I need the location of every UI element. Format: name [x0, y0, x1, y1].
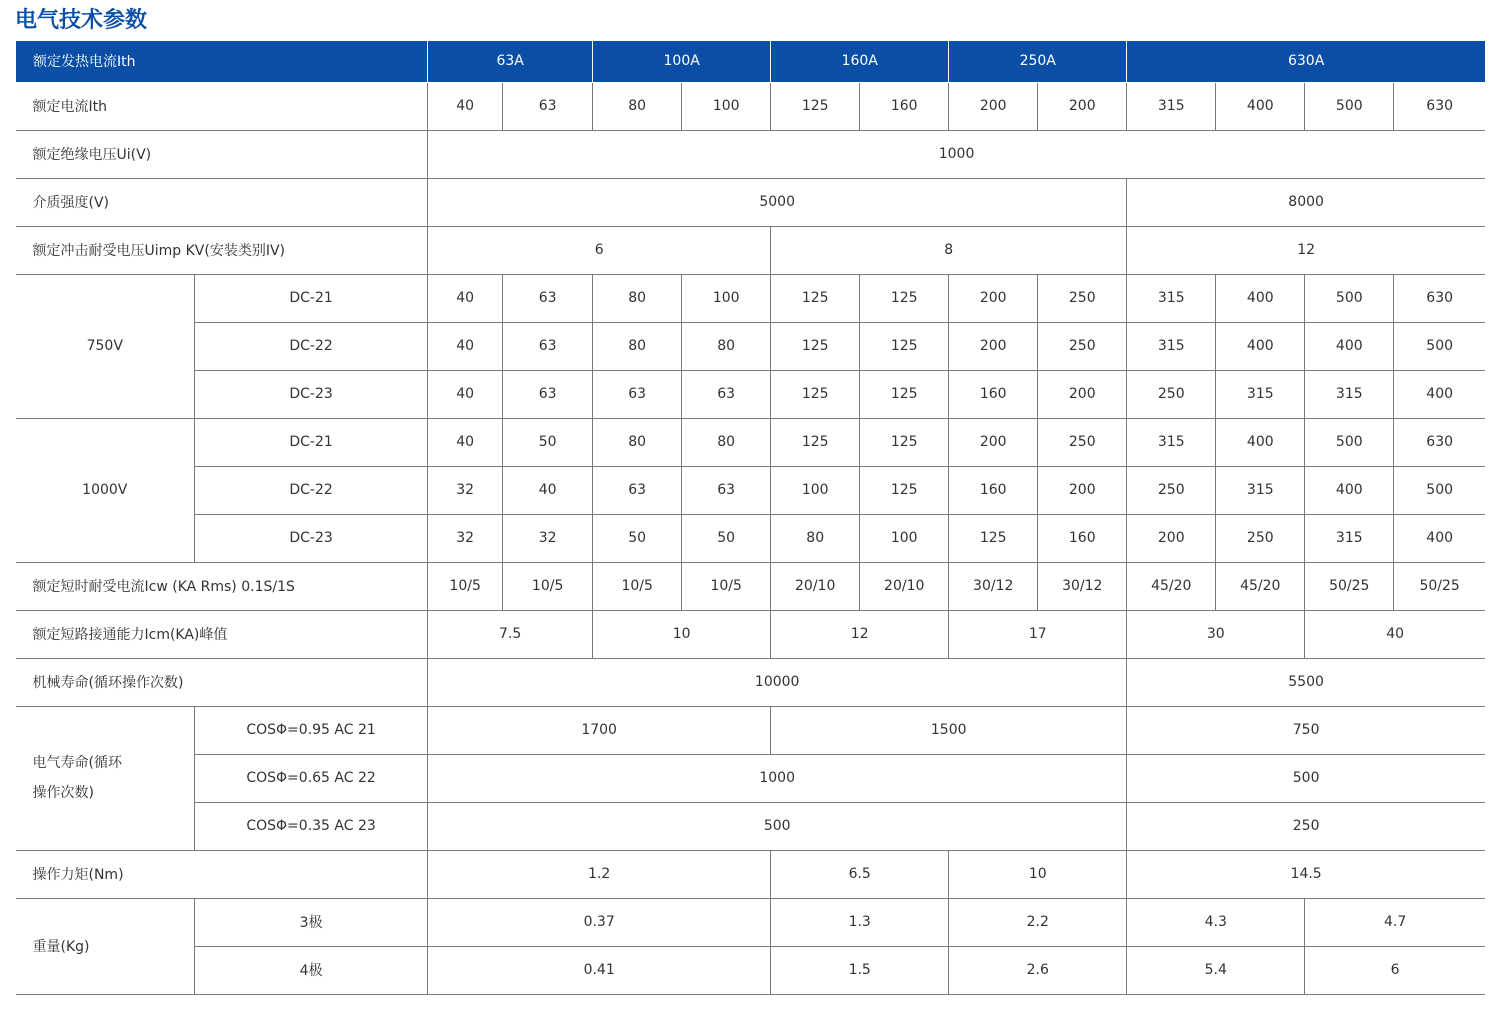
header-group-160a: 160A — [771, 41, 949, 82]
table-cell: 400 — [1216, 322, 1305, 370]
table-cell: 100 — [860, 514, 949, 562]
table-row-1000v-dc23 — [16, 514, 1486, 562]
table-row-insulation-voltage — [16, 130, 1486, 178]
table-cell: 250 — [1127, 802, 1485, 850]
table-cell: 500 — [428, 802, 1127, 850]
row-label-line: 操作次数) — [32, 785, 94, 801]
row-sublabel: DC-23 — [195, 370, 428, 418]
table-cell: 32 — [428, 466, 503, 514]
table-cell: 400 — [1305, 322, 1394, 370]
table-cell: 40 — [1305, 610, 1485, 658]
table-cell: 100 — [771, 466, 860, 514]
table-row-electrical-life-ac22 — [16, 754, 1486, 802]
table-cell: 1.5 — [771, 946, 949, 994]
table-cell: 63 — [682, 370, 771, 418]
row-sublabel: DC-21 — [195, 418, 428, 466]
table-cell: 10 — [593, 610, 771, 658]
row-sublabel: DC-22 — [195, 322, 428, 370]
table-cell: 17 — [949, 610, 1127, 658]
table-cell: 1.2 — [428, 850, 771, 898]
table-row-rated-current — [16, 82, 1486, 130]
table-cell: 7.5 — [428, 610, 593, 658]
table-cell: 315 — [1216, 370, 1305, 418]
table-cell: 160 — [949, 466, 1038, 514]
table-cell: 125 — [860, 466, 949, 514]
table-cell: 30/12 — [949, 562, 1038, 610]
header-group-100a: 100A — [593, 41, 771, 82]
table-cell: 200 — [949, 418, 1038, 466]
table-cell: 40 — [503, 466, 593, 514]
table-cell: 125 — [771, 370, 860, 418]
table-cell: 630 — [1394, 82, 1485, 130]
table-cell: 125 — [771, 322, 860, 370]
table-cell: 14.5 — [1127, 850, 1485, 898]
table-cell: 500 — [1305, 418, 1394, 466]
table-cell: 80 — [593, 274, 682, 322]
table-cell: 500 — [1305, 82, 1394, 130]
row-label: 机械寿命(循环操作次数) — [16, 658, 428, 706]
table-cell: 250 — [1038, 322, 1127, 370]
table-cell: 6 — [1305, 946, 1485, 994]
table-cell: 80 — [593, 418, 682, 466]
table-cell: 20/10 — [860, 562, 949, 610]
table-cell: 1000 — [428, 754, 1127, 802]
row-sublabel: COSΦ=0.65 AC 22 — [195, 754, 428, 802]
row-sublabel: DC-21 — [195, 274, 428, 322]
table-cell: 40 — [428, 82, 503, 130]
table-cell: 40 — [428, 274, 503, 322]
table-cell: 315 — [1127, 322, 1216, 370]
table-cell: 32 — [428, 514, 503, 562]
table-cell: 400 — [1216, 274, 1305, 322]
table-cell: 80 — [682, 418, 771, 466]
table-cell: 630 — [1394, 418, 1485, 466]
table-cell: 750 — [1127, 706, 1485, 754]
table-cell: 125 — [860, 322, 949, 370]
table-row-1000v-dc22 — [16, 466, 1486, 514]
header-group-250a: 250A — [949, 41, 1127, 82]
table-row-short-time-current — [16, 562, 1486, 610]
table-cell: 500 — [1305, 274, 1394, 322]
table-cell: 50 — [682, 514, 771, 562]
table-cell: 250 — [1216, 514, 1305, 562]
table-cell: 63 — [593, 466, 682, 514]
table-row-electrical-life-ac23 — [16, 802, 1486, 850]
table-cell: 8000 — [1127, 178, 1485, 226]
table-cell: 160 — [949, 370, 1038, 418]
table-cell: 50/25 — [1305, 562, 1394, 610]
table-cell: 200 — [1038, 82, 1127, 130]
table-cell: 200 — [1127, 514, 1216, 562]
table-cell: 125 — [860, 274, 949, 322]
table-cell: 250 — [1127, 466, 1216, 514]
table-cell: 125 — [949, 514, 1038, 562]
table-cell: 4.7 — [1305, 898, 1485, 946]
table-cell: 10/5 — [428, 562, 503, 610]
row-label: 额定短路接通能力Icm(KA)峰值 — [16, 610, 428, 658]
table-cell: 315 — [1216, 466, 1305, 514]
table-cell: 10/5 — [503, 562, 593, 610]
table-cell: 20/10 — [771, 562, 860, 610]
table-cell: 40 — [428, 322, 503, 370]
row-label: 额定绝缘电压Ui(V) — [16, 130, 428, 178]
table-cell: 1.3 — [771, 898, 949, 946]
table-cell: 0.41 — [428, 946, 771, 994]
table-cell: 250 — [1038, 418, 1127, 466]
header-group-63a: 63A — [428, 41, 593, 82]
table-cell: 30/12 — [1038, 562, 1127, 610]
table-cell: 315 — [1127, 418, 1216, 466]
table-cell: 45/20 — [1216, 562, 1305, 610]
table-cell: 630 — [1394, 274, 1485, 322]
table-cell: 315 — [1305, 514, 1394, 562]
table-row-750v-dc23 — [16, 370, 1486, 418]
table-row-mechanical-life — [16, 658, 1486, 706]
row-sublabel: DC-23 — [195, 514, 428, 562]
table-row-short-circuit-making — [16, 610, 1486, 658]
table-cell: 32 — [503, 514, 593, 562]
table-cell: 125 — [860, 418, 949, 466]
table-cell: 125 — [771, 418, 860, 466]
table-row-750v-dc22 — [16, 322, 1486, 370]
table-cell: 400 — [1216, 82, 1305, 130]
table-cell: 12 — [1127, 226, 1485, 274]
row-label: 介质强度(V) — [16, 178, 428, 226]
electrical-spec-table — [15, 41, 1485, 995]
page-title: 电气技术参数 — [15, 8, 148, 33]
row-label: 额定冲击耐受电压Uimp KV(安装类别IV) — [16, 226, 428, 274]
row-sublabel: COSΦ=0.95 AC 21 — [195, 706, 428, 754]
table-cell: 500 — [1127, 754, 1485, 802]
table-cell: 40 — [428, 418, 503, 466]
table-cell: 80 — [682, 322, 771, 370]
table-cell: 8 — [771, 226, 1127, 274]
table-row-torque — [16, 850, 1486, 898]
table-cell: 30 — [1127, 610, 1305, 658]
table-cell: 6 — [428, 226, 771, 274]
table-row-1000v-dc21 — [16, 418, 1486, 466]
header-label: 额定发热电流Ith — [16, 41, 428, 82]
table-cell: 63 — [503, 322, 593, 370]
table-cell: 500 — [1394, 466, 1485, 514]
table-cell: 63 — [503, 274, 593, 322]
row-sublabel: 3极 — [195, 898, 428, 946]
table-cell: 315 — [1127, 82, 1216, 130]
row-label: 额定电流Ith — [16, 82, 428, 130]
table-cell: 63 — [682, 466, 771, 514]
table-cell: 1000 — [428, 130, 1485, 178]
table-cell: 200 — [1038, 370, 1127, 418]
table-cell: 2.2 — [949, 898, 1127, 946]
table-cell: 45/20 — [1127, 562, 1216, 610]
table-cell: 10/5 — [593, 562, 682, 610]
row-group-label-750v: 750V — [16, 274, 195, 418]
row-group-label-electrical-life — [16, 706, 195, 850]
row-sublabel: COSΦ=0.35 AC 23 — [195, 802, 428, 850]
table-cell: 100 — [682, 274, 771, 322]
row-label-line: 电气寿命(循环 — [32, 755, 122, 771]
table-cell: 1700 — [428, 706, 771, 754]
row-sublabel: 4极 — [195, 946, 428, 994]
table-cell: 10000 — [428, 658, 1127, 706]
table-cell: 50 — [593, 514, 682, 562]
table-cell: 160 — [860, 82, 949, 130]
table-cell: 100 — [682, 82, 771, 130]
table-cell: 5500 — [1127, 658, 1485, 706]
table-cell: 2.6 — [949, 946, 1127, 994]
header-row — [16, 41, 1486, 82]
table-cell: 315 — [1305, 370, 1394, 418]
table-cell: 400 — [1305, 466, 1394, 514]
table-cell: 10 — [949, 850, 1127, 898]
table-cell: 400 — [1394, 370, 1485, 418]
table-cell: 63 — [593, 370, 682, 418]
header-group-630a: 630A — [1127, 41, 1485, 82]
table-cell: 1500 — [771, 706, 1127, 754]
table-cell: 200 — [949, 322, 1038, 370]
table-cell: 0.37 — [428, 898, 771, 946]
table-cell: 80 — [593, 322, 682, 370]
table-row-impulse-voltage — [16, 226, 1486, 274]
table-cell: 125 — [771, 82, 860, 130]
table-cell: 160 — [1038, 514, 1127, 562]
table-cell: 400 — [1216, 418, 1305, 466]
row-label: 额定短时耐受电流Icw (KA Rms) 0.1S/1S — [16, 562, 428, 610]
table-cell: 250 — [1038, 274, 1127, 322]
table-cell: 4.3 — [1127, 898, 1305, 946]
table-cell: 125 — [860, 370, 949, 418]
table-row-weight-4p — [16, 946, 1486, 994]
table-cell: 5.4 — [1127, 946, 1305, 994]
table-cell: 12 — [771, 610, 949, 658]
row-group-label-weight: 重量(Kg) — [16, 898, 195, 994]
table-cell: 6.5 — [771, 850, 949, 898]
row-label: 操作力矩(Nm) — [16, 850, 428, 898]
table-cell: 250 — [1127, 370, 1216, 418]
table-cell: 5000 — [428, 178, 1127, 226]
table-row-electrical-life-ac21 — [16, 706, 1486, 754]
table-row-weight-3p — [16, 898, 1486, 946]
table-cell: 63 — [503, 370, 593, 418]
table-row-dielectric-strength — [16, 178, 1486, 226]
table-cell: 50 — [503, 418, 593, 466]
row-group-label-1000v: 1000V — [16, 418, 195, 562]
table-cell: 80 — [593, 82, 682, 130]
table-cell: 80 — [771, 514, 860, 562]
table-cell: 50/25 — [1394, 562, 1485, 610]
table-cell: 400 — [1394, 514, 1485, 562]
table-cell: 200 — [1038, 466, 1127, 514]
table-row-750v-dc21 — [16, 274, 1486, 322]
table-cell: 40 — [428, 370, 503, 418]
table-cell: 10/5 — [682, 562, 771, 610]
table-cell: 500 — [1394, 322, 1485, 370]
table-cell: 125 — [771, 274, 860, 322]
table-cell: 200 — [949, 274, 1038, 322]
table-cell: 63 — [503, 82, 593, 130]
table-cell: 200 — [949, 82, 1038, 130]
row-sublabel: DC-22 — [195, 466, 428, 514]
table-cell: 315 — [1127, 274, 1216, 322]
